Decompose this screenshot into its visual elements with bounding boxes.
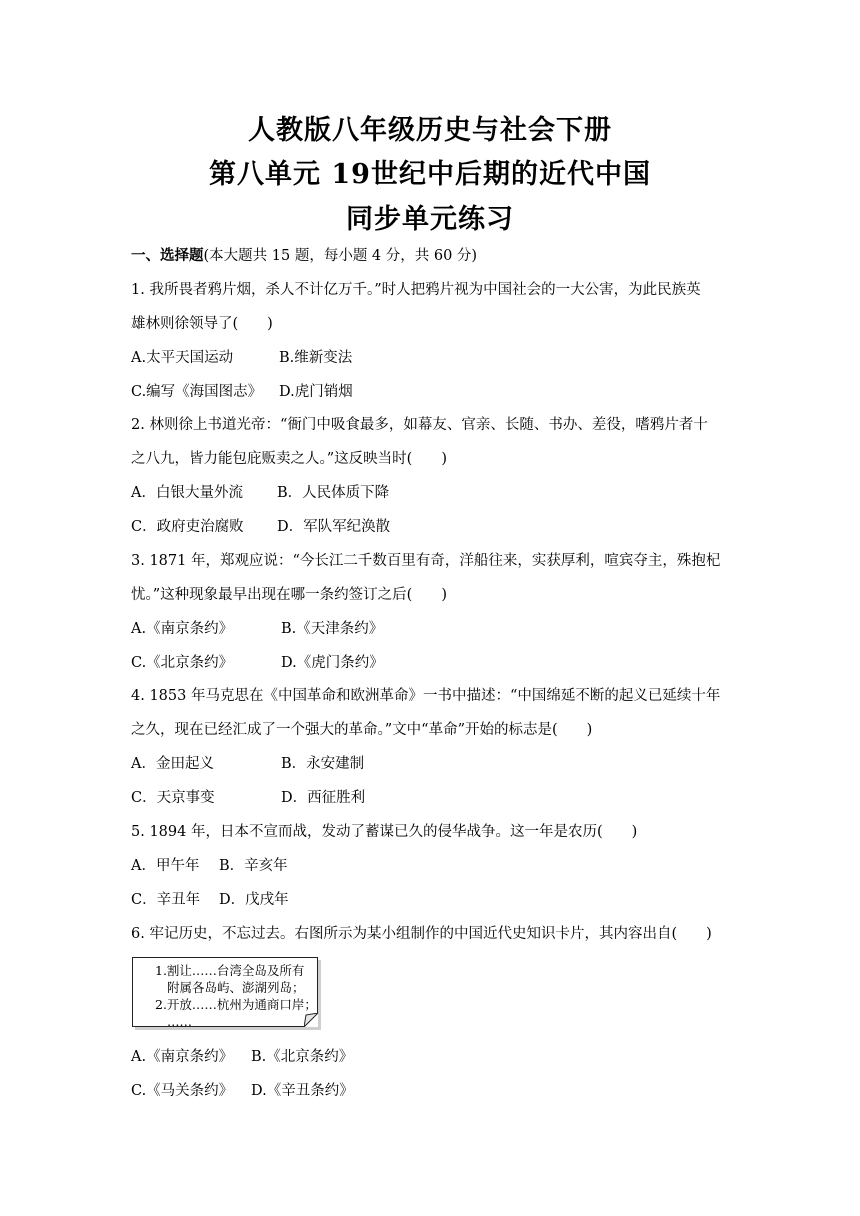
question-2-line-2: 之八九，皆力能包庇贩卖之人。”这反映当时( ) — [131, 451, 447, 467]
option-d: D.《虎门条约》 — [281, 655, 384, 671]
option-b: B.维新变法 — [279, 350, 353, 366]
section-heading-note: (本大题共 15 题，每小题 4 分，共 60 分) — [203, 248, 478, 264]
option-a: A.《南京条约》 — [131, 1049, 234, 1065]
question-5-line-1: 5. 1894 年，日本不宣而战，发动了蓄谋已久的侵华战争。这一年是农历( ) — [131, 824, 638, 840]
question-5-options-row-1 — [131, 856, 288, 876]
question-6-options-row-1 — [131, 1047, 353, 1067]
question-3-line-1: 3. 1871 年，郑观应说：“今长江二千数百里有奇，洋船往来，实获厚利，喧宾夺主，殊抱杞 — [131, 553, 721, 569]
card-line-4: …… — [167, 1014, 192, 1029]
question-1-line-1: 1. 我所畏者鸦片烟，杀人不计亿万千。”时人把鸦片视为中国社会的一大公害，为此民族英 — [131, 282, 701, 298]
option-b: B．人民体质下降 — [277, 485, 390, 501]
question-2-options-row-2 — [131, 517, 390, 537]
question-4-options-row-2 — [131, 788, 365, 808]
card-line-1: 1.割让……台湾全岛及所有 — [155, 963, 305, 978]
option-a: A．甲午年 — [131, 858, 200, 874]
question-1-line-2: 雄林则徐领导了( ) — [131, 316, 273, 332]
card-line-3: 2.开放……杭州为通商口岸； — [155, 997, 317, 1012]
question-3-options-row-2 — [131, 653, 384, 673]
option-b: B．永安建制 — [281, 756, 365, 772]
option-a: A.太平天国运动 — [131, 350, 234, 366]
question-2-options-row-1 — [131, 483, 389, 503]
folded-corner-icon — [304, 1013, 318, 1027]
option-a: A．金田起义 — [131, 756, 214, 772]
option-d: D.虎门销烟 — [279, 384, 353, 400]
question-4-line-2: 之久，现在已经汇成了一个强大的革命。”文中“革命”开始的标志是( ) — [131, 722, 593, 738]
doc-title-line1: 人教版八年级历史与社会下册 — [248, 115, 612, 146]
option-c: C．辛丑年 — [131, 892, 201, 908]
option-d: D．西征胜利 — [281, 790, 366, 806]
doc-title-line2: 第八单元 19世纪中后期的近代中国 — [209, 159, 651, 190]
question-1-options-row-1 — [131, 348, 352, 368]
section-heading — [131, 246, 477, 266]
option-d: D．戊戌年 — [219, 892, 289, 908]
section-heading-label: 一、选择题 — [131, 247, 204, 264]
option-b: B．辛亥年 — [219, 858, 288, 874]
question-3-options-row-1 — [131, 619, 383, 639]
question-4-line-1: 4. 1853 年马克思在《中国革命和欧洲革命》一书中描述：“中国绵延不断的起义已延续十年 — [131, 688, 721, 704]
option-a: A．白银大量外流 — [131, 485, 243, 501]
knowledge-card — [132, 957, 318, 1027]
option-c: C.编写《海国图志》 — [131, 384, 263, 400]
question-1-options-row-2 — [131, 382, 353, 402]
option-d: D．军队军纪涣散 — [277, 519, 391, 535]
option-c: C.《北京条约》 — [131, 655, 234, 671]
option-c: C．政府吏治腐败 — [131, 519, 244, 535]
option-b: B.《北京条约》 — [251, 1049, 354, 1065]
card-line-2: 附属各岛屿、澎湖列岛； — [167, 980, 305, 995]
option-c: C．天京事变 — [131, 790, 215, 806]
option-a: A.《南京条约》 — [131, 621, 234, 637]
question-4-options-row-1 — [131, 754, 364, 774]
doc-title-line3: 同步单元练习 — [346, 204, 514, 235]
question-2-line-1: 2. 林则徐上书道光帝：“衙门中吸食最多，如幕友、官亲、长随、书办、差役，嗜鸦片者十 — [131, 417, 708, 433]
option-b: B.《天津条约》 — [281, 621, 384, 637]
question-3-line-2: 忧。”这种现象最早出现在哪一条约签订之后( ) — [131, 587, 447, 603]
question-5-options-row-2 — [131, 890, 289, 910]
option-c: C.《马关条约》 — [131, 1083, 234, 1099]
question-6-options-row-2 — [131, 1081, 354, 1101]
question-6-line-1: 6. 牢记历史，不忘过去。右图所示为某小组制作的中国近代史知识卡片，其内容出自( ) — [131, 926, 712, 942]
option-d: D.《辛丑条约》 — [251, 1083, 354, 1099]
